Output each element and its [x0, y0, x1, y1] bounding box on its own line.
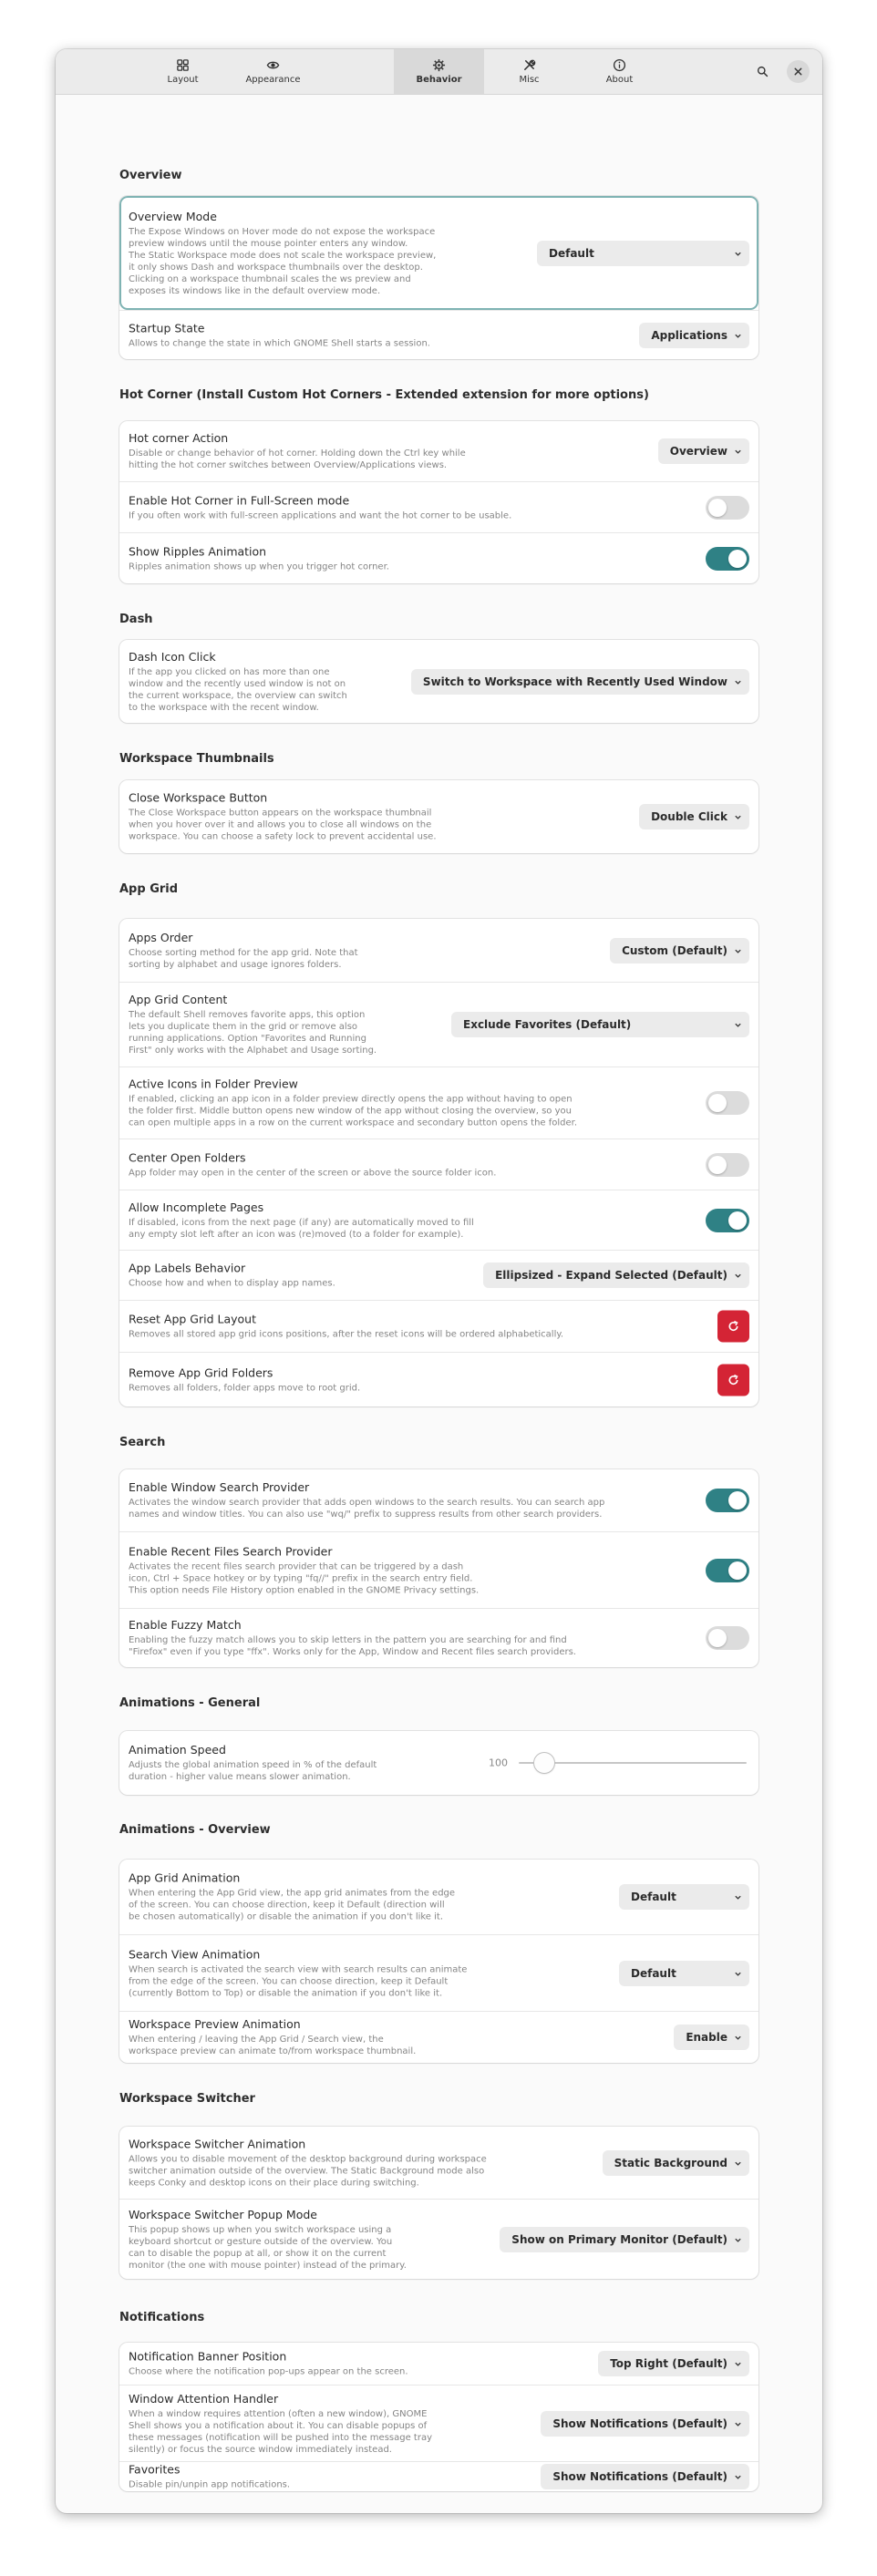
active-icons-switch[interactable]	[706, 1091, 749, 1115]
close-button[interactable]	[787, 60, 810, 83]
active-icons-row[interactable]	[119, 1066, 758, 1139]
tab-label: Layout	[167, 74, 199, 85]
row-title: Overview Mode	[129, 209, 217, 223]
subtitle-line: When a window requires attention (often a new window), GNOME	[129, 2408, 428, 2419]
chevron-down-icon	[734, 2159, 742, 2168]
incomplete-pages-switch[interactable]	[706, 1209, 749, 1232]
dropdown-value: Show Notifications (Default)	[552, 2416, 727, 2430]
subtitle-line: any empty slot left after an icon was (re)moved (to a folder for example).	[129, 1229, 464, 1240]
subtitle-line: Disable or change behavior of hot corner. Holding down the Ctrl key while	[129, 448, 466, 459]
ripples-animation-switch[interactable]	[706, 547, 749, 571]
subtitle-line: Ripples animation shows up when you trigger hot corner.	[129, 562, 389, 572]
app-labels-dropdown[interactable]	[483, 1262, 749, 1288]
fuzzy-match-row[interactable]	[119, 1608, 758, 1667]
row-title: Reset App Grid Layout	[129, 1312, 256, 1326]
switch-knob	[728, 1211, 747, 1230]
workspace-thumbnails-card	[119, 780, 758, 853]
row-subtitle	[129, 808, 437, 843]
subtitle-line: Adjusts the global animation speed in % of the default	[129, 1760, 377, 1770]
subtitle-line: If enabled, clicking an app icon in a folder preview directly opens the app without having to open	[129, 1094, 573, 1105]
dropdown-value: Show Notifications (Default)	[552, 2470, 727, 2483]
reset-icon	[727, 1373, 740, 1386]
row-subtitle	[129, 1217, 474, 1241]
row-title: Apps Order	[129, 930, 193, 944]
dash-icon-click-row[interactable]	[119, 640, 758, 723]
row-subtitle	[129, 666, 347, 714]
dropdown-value: Static Background	[614, 2156, 727, 2169]
row-title: Enable Hot Corner in Full-Screen mode	[129, 493, 350, 507]
window-search-row[interactable]	[119, 1469, 758, 1531]
row-title: Enable Fuzzy Match	[129, 1618, 242, 1632]
subtitle-line: icon, Ctrl + Space hotkey or by typing "fq//" prefix in the search entry field.	[129, 1573, 473, 1583]
dropdown-value: Custom (Default)	[622, 943, 727, 957]
row-title: Workspace Switcher Animation	[129, 2137, 306, 2150]
switch-knob	[728, 550, 747, 568]
row-subtitle	[129, 1278, 335, 1290]
reset-icon	[727, 1320, 740, 1334]
subtitle-line: The Close Workspace button appears on the workspace thumbnail	[129, 808, 432, 819]
app-grid-content-dropdown[interactable]	[451, 1012, 749, 1037]
hot-corner-action-dropdown[interactable]	[658, 438, 749, 464]
chevron-down-icon	[734, 1970, 742, 1978]
subtitle-line: Enabling the fuzzy match allows you to skip letters in the pattern you are searching for and find	[129, 1635, 567, 1645]
switch-knob	[708, 1094, 727, 1112]
row-title: Search View Animation	[129, 1947, 261, 1961]
subtitle-line: sorting by alphabet and usage ignores folders.	[129, 959, 342, 970]
apps-order-row[interactable]	[119, 919, 758, 982]
window-attention-row[interactable]	[119, 2385, 758, 2461]
row-subtitle	[129, 1497, 604, 1520]
info-icon	[613, 58, 626, 72]
workspace-switcher-card	[119, 2127, 758, 2279]
remove-folders-row[interactable]	[119, 1352, 758, 1406]
app-grid-animation-dropdown[interactable]	[619, 1884, 749, 1910]
ws-switcher-animation-dropdown[interactable]	[603, 2150, 749, 2176]
tab-label: About	[605, 74, 634, 85]
row-title: Active Icons in Folder Preview	[129, 1077, 298, 1091]
ws-switcher-popup-dropdown[interactable]	[500, 2227, 749, 2252]
row-title: App Labels Behavior	[129, 1261, 246, 1275]
subtitle-line: Removes all stored app grid icons positions, after the reset icons will be ordered alphabetically.	[129, 1329, 564, 1340]
subtitle-line: can open multiple apps in a row on the current workspace and secondary button opens the folder.	[129, 1118, 578, 1128]
row-title: Enable Window Search Provider	[129, 1480, 310, 1494]
subtitle-line: lets you duplicate them in the grid or remove also	[129, 1022, 358, 1032]
tab-label: Behavior	[416, 74, 462, 85]
close-workspace-button-row[interactable]	[119, 780, 758, 853]
subtitle-line: these messages (notification will be pushed into the message tray	[129, 2432, 433, 2443]
window-attention-dropdown[interactable]	[541, 2411, 749, 2437]
banner-position-dropdown[interactable]	[598, 2351, 749, 2376]
subtitle-line: silently) or focus the source window immediately instead.	[129, 2444, 392, 2455]
ws-preview-animation-row[interactable]	[119, 2011, 758, 2063]
subtitle-line: switcher animation outside of the overview. The Static Background mode also	[129, 2166, 485, 2176]
tools-icon	[522, 58, 536, 72]
search-card	[119, 1469, 758, 1667]
banner-position-row[interactable]	[119, 2343, 758, 2385]
row-title: App Grid Animation	[129, 1870, 241, 1885]
row-subtitle	[129, 226, 436, 297]
row-subtitle	[129, 2366, 408, 2378]
dropdown-value: Default	[631, 1966, 676, 1980]
subtitle-line: hitting the hot corner switches between Overview/Applications views.	[129, 460, 448, 470]
subtitle-line: This popup shows up when you switch workspace using a	[129, 2224, 392, 2235]
subtitle-line: running applications. Option "Favorites and Running	[129, 1034, 366, 1044]
tab-layout[interactable]	[138, 49, 228, 94]
subtitle-line: monitor (the one with mouse pointer) instead of the primary.	[129, 2260, 407, 2271]
subtitle-line: names and window titles. You can also use "wq/" prefix to suppress results from other search providers.	[129, 1510, 603, 1520]
row-title: Allow Incomplete Pages	[129, 1200, 264, 1214]
section-title-workspace-switcher: Workspace Switcher	[119, 2092, 255, 2106]
row-subtitle	[129, 1759, 377, 1783]
ws-switcher-popup-row[interactable]	[119, 2199, 758, 2279]
chevron-down-icon	[734, 448, 742, 456]
chevron-down-icon	[734, 2236, 742, 2244]
subtitle-line: window and the recently used window is not on	[129, 678, 346, 689]
animation-speed-slider[interactable]	[519, 1762, 747, 1764]
dropdown-value: Applications	[651, 328, 727, 342]
row-subtitle	[129, 2034, 416, 2057]
app-grid-animation-row[interactable]	[119, 1860, 758, 1934]
subtitle-line: Disable pin/unpin app notifications.	[129, 2479, 291, 2490]
center-open-folders-switch[interactable]	[706, 1153, 749, 1177]
eye-icon	[266, 58, 280, 72]
row-title: Center Open Folders	[129, 1150, 246, 1164]
row-title: App Grid Content	[129, 993, 228, 1006]
switch-knob	[708, 499, 727, 517]
subtitle-line: keyboard shortcut or gesture outside of the overview. You	[129, 2236, 393, 2247]
subtitle-line: When entering / leaving the App Grid / Search view, the	[129, 2035, 384, 2045]
recent-files-search-row[interactable]	[119, 1531, 758, 1608]
row-subtitle	[129, 1634, 576, 1658]
dash-icon-click-dropdown[interactable]	[411, 669, 749, 695]
row-subtitle	[129, 1888, 455, 1923]
search-view-animation-dropdown[interactable]	[619, 1961, 749, 1986]
favorites-notifications-row[interactable]	[119, 2461, 758, 2491]
header-bar	[56, 49, 822, 95]
subtitle-line: when you hover over it and allows you to close all windows on the	[129, 819, 432, 830]
row-subtitle	[129, 2153, 487, 2189]
tab-behavior[interactable]	[394, 49, 484, 94]
row-title: Startup State	[129, 321, 205, 335]
chevron-down-icon	[734, 2034, 742, 2042]
subtitle-line: workspace preview can animate to/from workspace thumbnail.	[129, 2046, 417, 2056]
app-labels-row[interactable]	[119, 1250, 758, 1300]
subtitle-line: Allows you to disable movement of the desktop background during workspace	[129, 2154, 487, 2164]
subtitle-line: The Expose Windows on Hover mode do not expose the workspace	[129, 226, 436, 237]
dropdown-value: Double Click	[651, 810, 727, 823]
search-button[interactable]	[751, 60, 774, 83]
subtitle-line: (currently Bottom to Top) or disable the animation if you don't like it.	[129, 1988, 443, 1998]
row-subtitle	[129, 561, 389, 572]
chevron-down-icon	[734, 813, 742, 821]
section-title-hot-corner: Hot Corner (Install Custom Hot Corners - Extended extension for more options)	[119, 388, 649, 402]
subtitle-line: the folder first. Middle button opens new window of the app without closing the overview, so you	[129, 1106, 572, 1117]
subtitle-line: keeps Conky and desktop icons on their place during switching.	[129, 2178, 419, 2188]
chevron-down-icon	[734, 2360, 742, 2368]
startup-state-row[interactable]	[119, 310, 758, 359]
row-title: Workspace Preview Animation	[129, 2017, 301, 2031]
animations-overview-card	[119, 1860, 758, 2063]
subtitle-line: The Static Workspace mode does not scale the workspace preview,	[129, 250, 437, 261]
row-title: Remove App Grid Folders	[129, 1365, 273, 1379]
subtitle-line: Choose where the notification pop-ups appear on the screen.	[129, 2366, 408, 2377]
dropdown-value: Ellipsized - Expand Selected (Default)	[495, 1269, 727, 1282]
subtitle-line: First" only works with the Alphabet and Usage sorting.	[129, 1046, 377, 1056]
subtitle-line: If the app you clicked on has more than one	[129, 666, 330, 677]
center-open-folders-row[interactable]	[119, 1139, 758, 1190]
search-icon	[757, 66, 769, 77]
section-title-dash: Dash	[119, 613, 153, 626]
subtitle-line: Shell shows you a notification about it. You can disable popups of	[129, 2420, 428, 2431]
subtitle-line: If you often work with full-screen applications and want the hot corner to be usable.	[129, 510, 512, 520]
chevron-down-icon	[734, 1272, 742, 1280]
row-subtitle	[129, 947, 358, 971]
chevron-down-icon	[734, 678, 742, 686]
section-title-app-grid: App Grid	[119, 882, 179, 896]
incomplete-pages-row[interactable]	[119, 1190, 758, 1250]
ripples-animation-row[interactable]	[119, 532, 758, 583]
startup-state-dropdown[interactable]	[639, 323, 749, 348]
hot-corner-action-row[interactable]	[119, 421, 758, 481]
subtitle-line: Activates the recent files search provider that can be triggered by a dash	[129, 1561, 464, 1571]
dropdown-value: Exclude Favorites (Default)	[463, 1018, 632, 1031]
row-subtitle	[129, 1963, 467, 1999]
subtitle-line: of the screen. You can choose direction, keep it Default (direction will	[129, 1900, 445, 1911]
animation-speed-row[interactable]	[119, 1731, 758, 1795]
chevron-down-icon	[734, 1893, 742, 1901]
switch-knob	[728, 1561, 747, 1580]
subtitle-line: from the edge of the screen. You can choose direction, keep it Default	[129, 1976, 449, 1986]
ws-switcher-animation-row[interactable]	[119, 2127, 758, 2199]
search-view-animation-row[interactable]	[119, 1934, 758, 2011]
app-grid-content-row[interactable]	[119, 982, 758, 1066]
chevron-down-icon	[734, 250, 742, 258]
chevron-down-icon	[734, 2420, 742, 2428]
subtitle-line: duration - higher value means slower animation.	[129, 1772, 351, 1782]
subtitle-line: Clicking on a workspace thumbnail scales the ws preview and	[129, 273, 411, 284]
row-title: Show Ripples Animation	[129, 544, 267, 558]
subtitle-line: When search is activated the search view with search results can animate	[129, 1964, 468, 1974]
row-title: Workspace Switcher Popup Mode	[129, 2207, 317, 2221]
subtitle-line: be chosen automatically) or disable the animation if you don't like it.	[129, 1911, 444, 1922]
row-subtitle	[129, 1167, 496, 1179]
gear-icon	[432, 58, 446, 72]
subtitle-line: it only shows Dash and workspace thumbnails over the desktop.	[129, 262, 423, 273]
reset-app-grid-button[interactable]	[717, 1311, 749, 1343]
section-title-animations-general: Animations - General	[119, 1696, 261, 1710]
chevron-down-icon	[734, 1021, 742, 1029]
row-title: Close Workspace Button	[129, 790, 268, 805]
subtitle-line: the current workspace, the overview can switch	[129, 690, 347, 701]
ws-preview-animation-dropdown[interactable]	[674, 2025, 749, 2050]
section-title-notifications: Notifications	[119, 2311, 205, 2324]
row-subtitle	[129, 2479, 290, 2491]
animations-general-card	[119, 1731, 758, 1795]
row-title: Animation Speed	[129, 1743, 226, 1757]
subtitle-line: If disabled, icons from the next page (if any) are automatically moved to fill	[129, 1217, 474, 1228]
row-subtitle	[129, 2408, 432, 2456]
switch-knob	[708, 1156, 727, 1174]
row-subtitle	[129, 337, 430, 349]
overview-card	[119, 196, 758, 359]
tab-about[interactable]	[574, 49, 665, 94]
subtitle-line: App folder may open in the center of the screen or above the source folder icon.	[129, 1168, 497, 1178]
dash-card	[119, 640, 758, 723]
subtitle-line: Choose sorting method for the app grid. Note that	[129, 947, 358, 958]
favorites-notifications-dropdown[interactable]	[541, 2464, 749, 2489]
recent-files-search-switch[interactable]	[706, 1559, 749, 1582]
row-subtitle	[129, 1329, 563, 1341]
subtitle-line: Allows to change the state in which GNOME Shell starts a session.	[129, 338, 430, 348]
subtitle-line: exposes its windows like in the default overview mode.	[129, 285, 381, 296]
fuzzy-match-switch[interactable]	[706, 1626, 749, 1650]
chevron-down-icon	[734, 332, 742, 340]
subtitle-line: Removes all folders, folder apps move to root grid.	[129, 1383, 361, 1393]
subtitle-line: to the workspace with the recent window.	[129, 702, 319, 713]
subtitle-line: preview windows until the mouse pointer enters any window.	[129, 238, 408, 249]
row-subtitle	[129, 510, 511, 521]
row-title: Notification Banner Position	[129, 2349, 287, 2364]
dropdown-value: Enable	[686, 2031, 727, 2044]
dropdown-value: Default	[549, 246, 594, 260]
row-title: Window Attention Handler	[129, 2391, 279, 2406]
close-icon	[792, 66, 804, 77]
app-grid-card	[119, 919, 758, 1406]
row-title: Dash Icon Click	[129, 649, 216, 664]
row-subtitle	[129, 1094, 577, 1129]
preferences-window	[56, 49, 822, 2513]
switch-knob	[708, 1629, 727, 1647]
hot-corner-card	[119, 421, 758, 583]
row-title: Favorites	[129, 2462, 181, 2477]
animation-speed-value: 100	[489, 1757, 508, 1769]
dropdown-value: Show on Primary Monitor (Default)	[511, 2232, 727, 2246]
tab-label: Misc	[519, 74, 540, 85]
overview-mode-dropdown[interactable]	[537, 241, 749, 266]
row-subtitle	[129, 1561, 479, 1596]
subtitle-line: Activates the window search provider that adds open windows to the search results. You can search app	[129, 1498, 605, 1508]
remove-folders-button[interactable]	[717, 1364, 749, 1396]
tab-label: Appearance	[245, 74, 301, 85]
hot-corner-fullscreen-row[interactable]	[119, 481, 758, 532]
row-title: Hot corner Action	[129, 431, 229, 445]
dropdown-value: Top Right (Default)	[610, 2357, 727, 2370]
hot-corner-fullscreen-switch[interactable]	[706, 496, 749, 520]
switch-knob	[728, 1491, 747, 1510]
row-subtitle	[129, 1382, 360, 1394]
dropdown-value: Switch to Workspace with Recently Used Window	[422, 675, 727, 688]
section-title-workspace-thumbnails: Workspace Thumbnails	[119, 752, 274, 766]
tab-appearance[interactable]	[228, 49, 318, 94]
window-search-switch[interactable]	[706, 1489, 749, 1512]
subtitle-line: When entering the App Grid view, the app grid animates from the edge	[129, 1888, 456, 1899]
overview-mode-row[interactable]	[119, 196, 758, 310]
section-title-search: Search	[119, 1436, 166, 1449]
subtitle-line: Choose how and when to display app names.	[129, 1278, 335, 1289]
notifications-card	[119, 2343, 758, 2491]
row-subtitle	[129, 2224, 407, 2272]
chevron-down-icon	[734, 2473, 742, 2481]
subtitle-line: This option needs File History option enabled in the GNOME Privacy settings.	[129, 1585, 480, 1595]
row-title: Enable Recent Files Search Provider	[129, 1544, 333, 1558]
layout-grid-icon	[176, 58, 190, 72]
dropdown-value: Default	[631, 1891, 676, 1903]
tab-misc[interactable]	[484, 49, 574, 94]
close-workspace-button-dropdown[interactable]	[639, 804, 749, 829]
subtitle-line: The default Shell removes favorite apps, this option	[129, 1010, 366, 1020]
row-subtitle	[129, 448, 466, 471]
reset-app-grid-row[interactable]	[119, 1300, 758, 1352]
section-title-overview: Overview	[119, 169, 182, 182]
subtitle-line: "Firefox" even if you type "ffx". Works only for the App, Window and Recent files search providers.	[129, 1647, 576, 1657]
subtitle-line: workspace. You can choose a safety lock to prevent accidental use.	[129, 831, 437, 842]
apps-order-dropdown[interactable]	[610, 938, 749, 963]
dropdown-value: Overview	[669, 445, 727, 458]
chevron-down-icon	[734, 947, 742, 955]
subtitle-line: can to disable the popup at all, or show it on the current	[129, 2248, 387, 2259]
slider-handle[interactable]	[534, 1753, 554, 1773]
row-subtitle	[129, 1009, 377, 1056]
section-title-animations-overview: Animations - Overview	[119, 1823, 271, 1837]
